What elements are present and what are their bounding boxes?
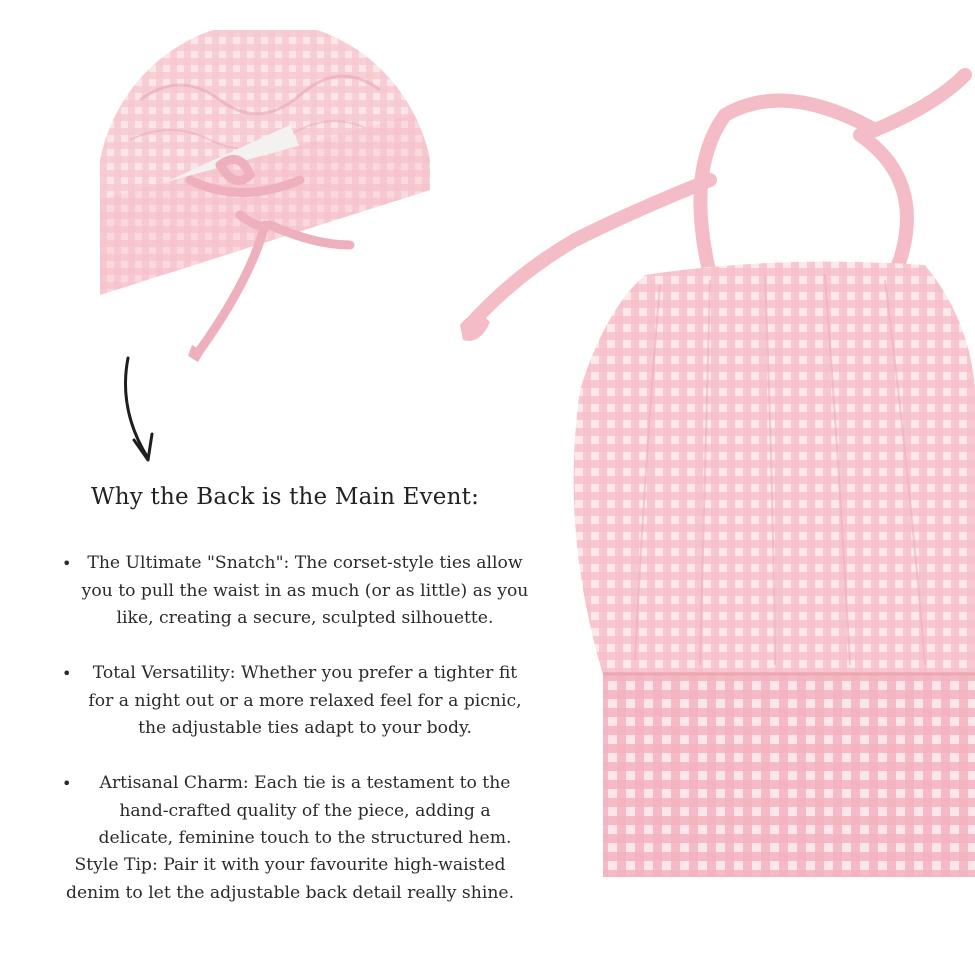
bullet-icon: • [62,774,72,793]
list-item [60,660,530,743]
list-item [60,550,530,633]
feature-list [60,550,530,880]
feature-text: The Ultimate "Snatch": The corset-style ties allow you to pull the waist in as much (or as little) as you like, creating a secure, sculpted silhouette. [81,553,529,628]
section-heading: Why the Back is the Main Event: [90,484,480,510]
bullet-icon: • [62,664,72,683]
back-detail-photo [100,30,430,370]
curved-arrow-icon [110,350,170,470]
style-tip: Style Tip: Pair it with your favourite high-waisted denim to let the adjustable back detail really shine. [65,855,515,903]
feature-text: Artisanal Charm: Each tie is a testament to the hand-crafted quality of the piece, adding a delicate, feminine touch to the structured hem. [98,773,512,848]
halter-top-photo [455,60,975,880]
list-item [60,770,530,853]
bullet-icon: • [62,554,72,573]
feature-text: Total Versatility: Whether you prefer a tighter fit for a night out or a more relaxed feel for a picnic, the adjustable ties adapt to your body. [88,663,522,738]
